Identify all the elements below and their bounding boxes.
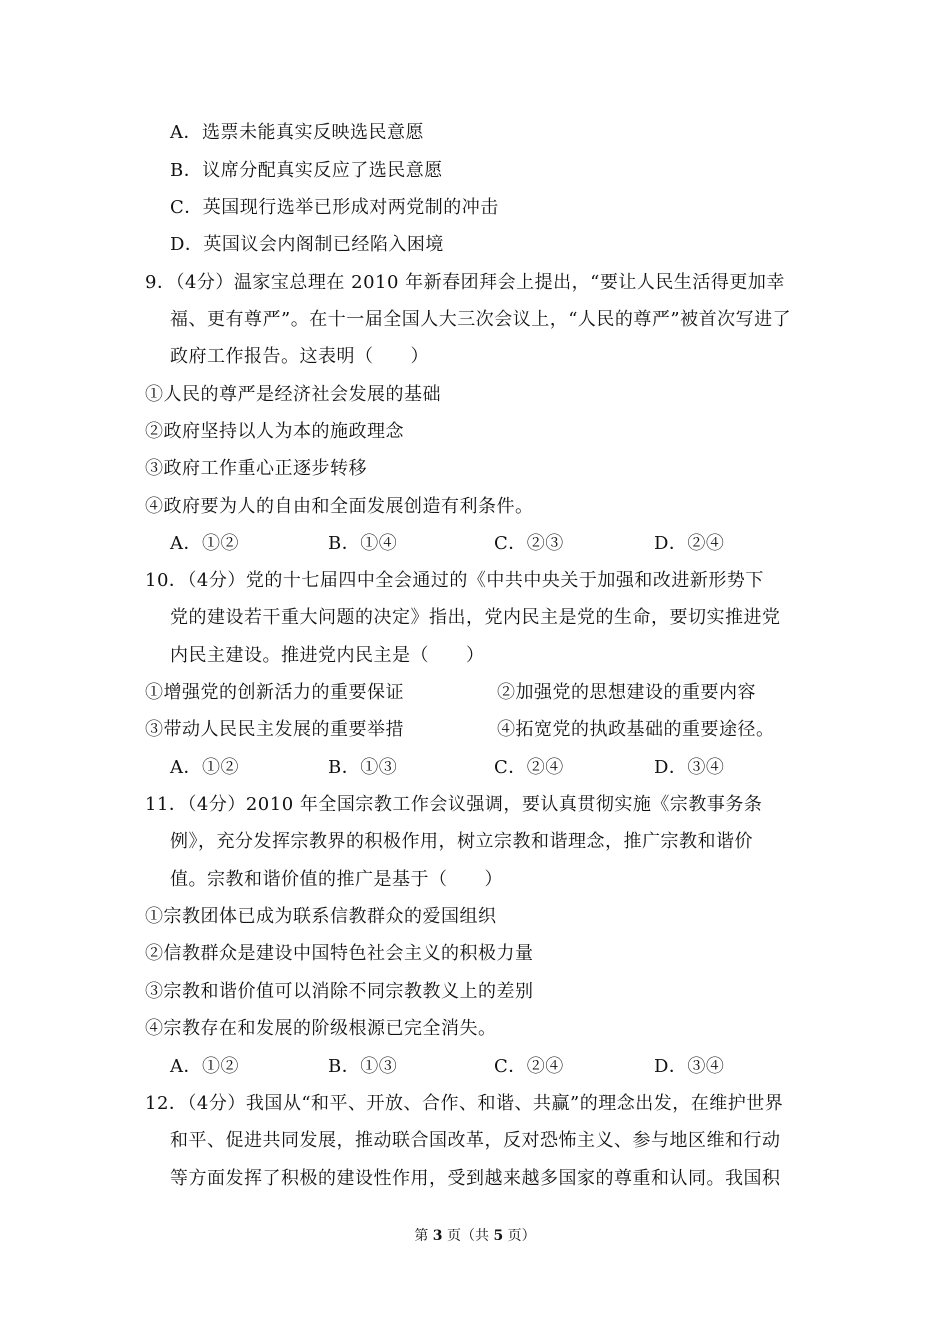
q8-option-c: C．英国现行选举已形成对两党制的冲击: [170, 197, 499, 218]
q11-option-c: C．②④: [494, 1056, 564, 1077]
q11-stem-line-3: 值。宗教和谐价值的推广是基于（ ）: [170, 869, 503, 890]
q11-stem-line-2: 例》，充分发挥宗教界的积极作用，树立宗教和谐理念，推广宗教和谐价: [170, 831, 753, 852]
q8-option-b: B．议席分配真实反应了选民意愿: [170, 160, 443, 181]
q10-statement-4: ④拓宽党的执政基础的重要途径。: [497, 719, 775, 740]
q10-stem-line-1: 10．（4分）党的十七届四中全会通过的《中共中央关于加强和改进新形势下: [145, 570, 764, 591]
q11-option-b: B．①③: [328, 1056, 398, 1077]
q9-option-c: C．②③: [494, 533, 564, 554]
q10-option-c: C．②④: [494, 757, 564, 778]
q9-statement-1: ①人民的尊严是经济社会发展的基础: [145, 384, 441, 405]
q10-statement-2: ②加强党的思想建设的重要内容: [497, 682, 756, 703]
q10-options: [0, 755, 950, 781]
q9-statement-3: ③政府工作重心正逐步转移: [145, 458, 367, 479]
q9-stem-line-2: 福、更有尊严”。在十一届全国人大三次会议上，“人民的尊严”被首次写进了: [170, 309, 792, 330]
q10-option-b: B．①③: [328, 757, 398, 778]
q10-option-d: D．③④: [654, 757, 725, 778]
q9-stem-line-1: 9．（4分）温家宝总理在 2010 年新春团拜会上提出，“要让人民生活得更加幸: [145, 272, 785, 293]
q10-stem-line-3: 内民主建设。推进党内民主是（ ）: [170, 645, 485, 666]
q9-stem-line-3: 政府工作报告。这表明（ ）: [170, 346, 429, 367]
q8-option-a: A．选票未能真实反映选民意愿: [170, 122, 424, 143]
footer-prefix: 第: [414, 1228, 429, 1244]
q11-statement-3: ③宗教和谐价值可以消除不同宗教教义上的差别: [145, 981, 534, 1002]
q11-statement-4: ④宗教存在和发展的阶级根源已完全消失。: [145, 1018, 497, 1039]
footer-middle: 页（共: [447, 1228, 489, 1244]
q12-stem-line-2: 和平、促进共同发展，推动联合国改革，反对恐怖主义、参与地区维和行动: [170, 1130, 781, 1151]
footer-page-number: 3: [432, 1228, 443, 1244]
page-footer: [0, 1226, 950, 1246]
q9-options: [0, 531, 950, 557]
q9-statement-2: ②政府坚持以人为本的施政理念: [145, 421, 404, 442]
q10-statement-1: ①增强党的创新活力的重要保证: [145, 682, 404, 703]
footer-suffix: 页）: [507, 1228, 536, 1244]
footer-total-pages: 5: [493, 1228, 504, 1244]
q11-stem-line-1: 11．（4分）2010 年全国宗教工作会议强调，要认真贯彻实施《宗教事务条: [145, 794, 763, 815]
q11-statement-1: ①宗教团体已成为联系信教群众的爱国组织: [145, 906, 497, 927]
q9-option-a: A．①②: [170, 533, 239, 554]
q12-stem-line-3: 等方面发挥了积极的建设性作用，受到越来越多国家的尊重和认同。我国积: [170, 1168, 781, 1189]
q11-options: [0, 1054, 950, 1080]
q9-statement-4: ④政府要为人的自由和全面发展创造有利条件。: [145, 496, 534, 517]
q8-option-d: D．英国议会内阁制已经陷入困境: [170, 234, 444, 255]
q9-option-b: B．①④: [328, 533, 398, 554]
q11-option-d: D．③④: [654, 1056, 725, 1077]
q11-option-a: A．①②: [170, 1056, 239, 1077]
q10-option-a: A．①②: [170, 757, 239, 778]
q11-statement-2: ②信教群众是建设中国特色社会主义的积极力量: [145, 943, 534, 964]
q10-statement-3: ③带动人民民主发展的重要举措: [145, 719, 404, 740]
q10-stem-line-2: 党的建设若干重大问题的决定》指出，党内民主是党的生命，要切实推进党: [170, 607, 781, 628]
q9-option-d: D．②④: [654, 533, 725, 554]
q12-stem-line-1: 12．（4分）我国从“和平、开放、合作、和谐、共赢”的理念出发，在维护世界: [145, 1093, 784, 1114]
